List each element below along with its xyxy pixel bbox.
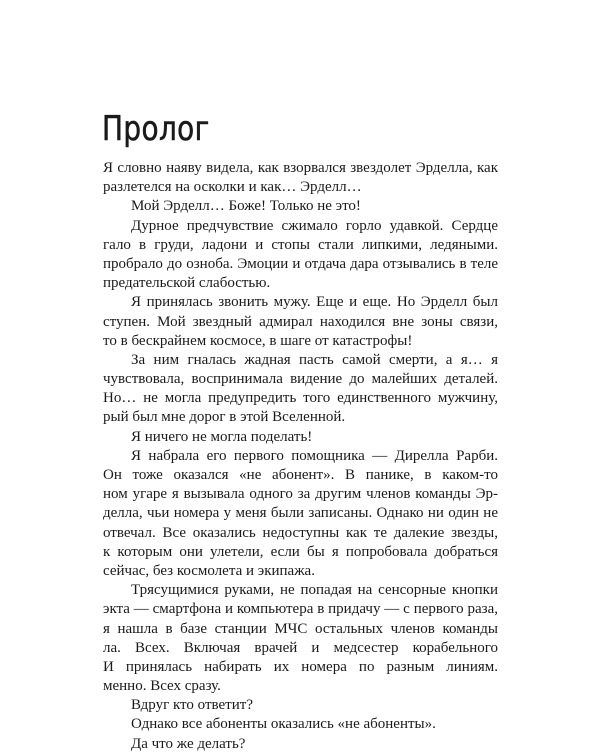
text-line: Я ничего не могла поделать! <box>131 428 313 445</box>
paragraph <box>103 735 498 754</box>
text-line: Я принялась звонить мужу. Еще и еще. Но Эрделл был <box>131 294 498 311</box>
chapter-title: Пролог <box>102 109 210 149</box>
text-line: И принялась набирать их номера по разным линиям. <box>103 658 498 675</box>
paragraph <box>103 351 498 428</box>
paragraph <box>103 428 498 447</box>
text-line: рый был мне дорог в этой Вселенной. <box>103 409 346 426</box>
text-line: Он тоже оказался «не абонент». В панике, в каком-то <box>103 467 498 483</box>
text-line: я нашла в базе станции МЧС остальных членов команды <box>103 620 498 637</box>
text-line: ном угаре я вызывала одного за другим членов команды Эр- <box>103 486 498 503</box>
text-line: разлетелся на осколки и как… Эрделл… <box>103 179 362 196</box>
text-line: Но… не могла предупредить того единственного мужчину, <box>103 390 498 407</box>
paragraph <box>103 581 498 696</box>
text-line: отвечал. Все оказались недоступны как те далекие звезды, <box>103 524 498 541</box>
paragraph <box>103 715 498 734</box>
text-line: За ним гналась жадная пасть самой смерти, а я… я <box>131 351 498 368</box>
text-line: Однако все абоненты оказались «не абоненты». <box>131 716 436 733</box>
text-line: то в бескрайнем космосе, в шаге от катастрофы! <box>103 332 413 349</box>
text-line: менно. Всех сразу. <box>103 678 221 695</box>
text-line: чувствовала, воспринимала видение до малейших деталей. <box>103 371 498 388</box>
text-line: к которым они улетели, если бы я попробовала добраться <box>103 543 498 560</box>
text-line: экта — смартфона и компьютера в придачу — с первого раза, <box>103 601 498 618</box>
text-line: Трясущимися руками, не попадая на сенсорные кнопки <box>131 582 498 599</box>
text-line: ступен. Мой звездный адмирал находился вне зоны связи, <box>103 313 498 330</box>
text-line: Я набрала его первого помощника — Дирелла Рарби. <box>131 447 498 464</box>
text-line: ла. Всех. Включая врачей и медсестер корабельного <box>103 639 498 656</box>
text-line: предательской слабостью. <box>103 275 271 292</box>
text-line: Дурное предчувствие сжимало горло удавкой. Сердце <box>131 217 498 234</box>
paragraph <box>103 696 498 715</box>
text-line: гало в груди, ладони и стопы стали липкими, ледяными. <box>103 236 498 253</box>
text-line: сейчас, без космолета и экипажа. <box>103 562 315 579</box>
paragraph <box>103 197 498 216</box>
text-line: делла, чьи номера у меня были записаны. Однако ни один не <box>103 505 498 522</box>
paragraph <box>103 293 498 351</box>
text-line: пробрало до озноба. Эмоции и отдача дара отзывались в теле <box>103 255 498 272</box>
text-line: Вдруг кто ответит? <box>131 697 253 714</box>
paragraph <box>103 447 498 581</box>
chapter-body <box>103 159 498 754</box>
text-line: Я словно наяву видела, как взорвался звездолет Эрделла, как <box>103 160 498 176</box>
paragraph <box>103 217 498 294</box>
paragraph <box>103 159 498 197</box>
text-line: Мой Эрделл… Боже! Только не это! <box>131 198 361 215</box>
text-line: Да что же делать? <box>131 735 246 752</box>
